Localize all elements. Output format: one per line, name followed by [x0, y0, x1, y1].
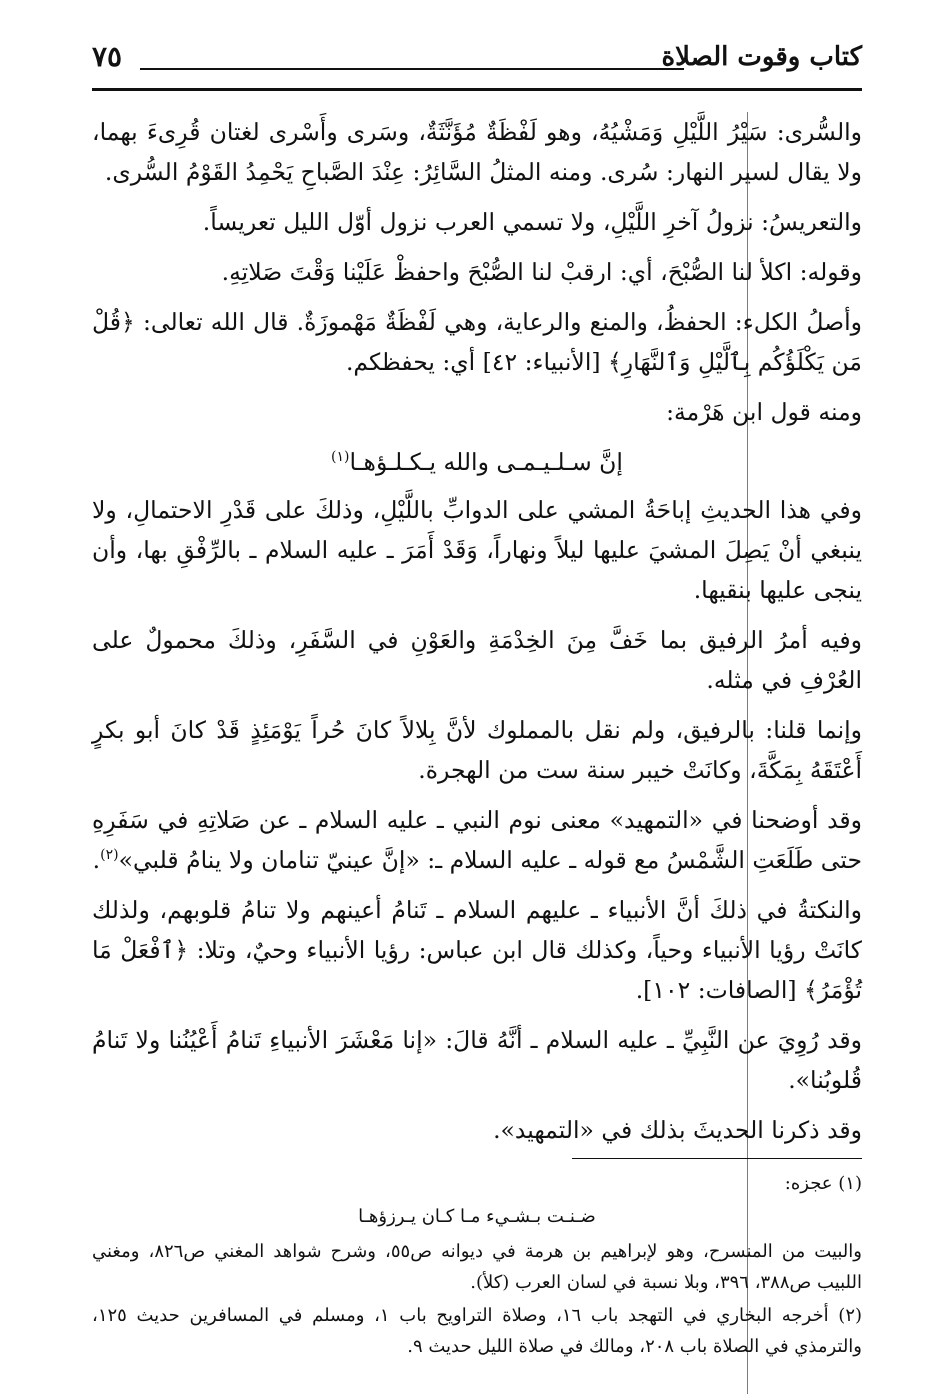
paragraph-dhakarna: وقد ذكرنا الحديثَ بذلك في «التمهيد». — [493, 1116, 862, 1144]
footnote-1-verse: ضـنـت بـشـيء مـا كـان يـرزؤهـا — [358, 1206, 596, 1227]
paragraph-kala: وأصلُ الكلء: الحفظُ، والمنع والرعاية، وهي لَفْظَةٌ مَهْموزَةٌ. قال الله تعالى: ﴿قُلْ مَن يَكْلَؤُكُم بِٱلَّيْلِ وَٱلنَّهَارِ﴾ [الأنبياء: ٤٢] أي: يحفظكم. — [92, 308, 862, 376]
running-title: كتاب وقوت الصلاة — [661, 42, 862, 72]
paragraph-hadith: وفي هذا الحديثِ إباحَةُ المشي على الدوابِّ باللَّيْلِ، وذلكَ على قَدْرِ الاحتمالِ، ولا ينبغي أنْ يَصِلَ المشيَ عليها ليلاً ونهاراً، وَقَدْ أَمَرَ ـ عليه السلام ـ بالرِّفْقِ بها، وأن ينجى عليها بنقيها. — [92, 496, 862, 604]
paragraph-iklaa: وقوله: اكلأ لنا الصُّبْحَ، أي: ارقبْ لنا الصُّبْحَ واحفظْ عَلَيْنا وَقْتَ صَلاتِهِ. — [221, 258, 862, 286]
paragraph-sura: والسُّرى: سَيْرُ اللَّيْلِ وَمَشْيُهُ، وهو لَفْظَةٌ مُؤَنَّثَةٌ، وسَرى وأَسْرى لغتان قُرِىءَ بهما، ولا يقال لسير النهار: سُرى. ومنه المثلُ السَّائِرُ: عِنْدَ الصَّباحِ يَحْمِدُ القَوْمُ السُّرى. — [92, 118, 862, 186]
paragraph-tamheed-end: . — [92, 846, 101, 874]
paragraph-bilal: وإنما قلنا: بالرفيق، ولم نقل بالمملوك لأنَّ بِلالاً كانَ حُراً يَوْمَئِذٍ قَدْ كانَ أبو بكرٍ أَعْتَقَهُ بِمَكَّةَ، وكانَتْ خيبر سنة ست من الهجرة. — [92, 716, 862, 784]
footnote-ref-1: (١) — [331, 449, 350, 466]
paragraph-ibn-harma: ومنه قول ابن هَرْمة: — [666, 398, 862, 426]
page-header — [92, 38, 862, 90]
footnote-2-text: (٢) أخرجه البخاري في التهجد باب ١٦، وصلاة التراويح باب ١، ومسلم في المسافرين حديث ١٢٥، والترمذي في الصلاة باب ٢٠٨، ومالك في صلاة الليل حديث ٩. — [92, 1305, 863, 1357]
footnotes — [92, 1168, 862, 1364]
paragraph-nukta: والنكتةُ في ذلكَ أنَّ الأنبياء ـ عليهم السلام ـ تَنامُ أعينهم ولا تنامُ قلوبهم، ولذلك كانَتْ رؤيا الأنبياء وحياً، وكذلك قال ابن عباس: رؤيا الأنبياء وحيٌ، وتلا: ﴿ٱفْعَلْ مَا تُؤْمَرُ﴾ [الصافات: ١٠٢]. — [92, 896, 862, 1004]
paragraph-tarees: والتعريسُ: نزولُ آخرِ اللَّيْلِ، ولا تسمي العرب نزول أوّل الليل تعريساً. — [202, 208, 862, 236]
footnote-1-label: (١) عجزه: — [784, 1173, 862, 1194]
paragraph-tamheed — [92, 800, 862, 880]
header-rule-thin — [140, 68, 684, 70]
page-number: ٧٥ — [92, 40, 123, 73]
verse-line — [92, 442, 862, 482]
footnote-1-text: والبيت من المنسرح، وهو لإبراهيم بن هرمة في ديوانه ص٥٥، وشرح شواهد المغني ص٨٢٦، ومغني اللبيب ص٣٨٨، ٣٩٦، وبلا نسبة في لسان العرب (كلأ). — [92, 1241, 862, 1293]
header-rule-thick — [92, 88, 862, 91]
paragraph-tamheed-text: وقد أوضحنا في «التمهيد» معنى نوم النبي ـ عليه السلام ـ عن صَلاتِهِ في سَفَرِهِ حتى طَلَعَتِ الشَّمْسُ مع قوله ـ عليه السلام ـ: «إنَّ عينيّ تنامان ولا ينامُ قلبي» — [92, 806, 862, 874]
verse-text: إنَّ سـلـيـمـى والله يـكـلـؤهـا — [349, 448, 623, 476]
footnote-ref-2: (٢) — [100, 847, 119, 864]
footnote-separator — [572, 1158, 862, 1159]
paragraph-rafiq: وفيه أمرُ الرفيق بما خَفَّ مِنَ الخِدْمَةِ والعَوْنِ في السَّفَرِ، وذلكَ محمولٌ على العُرْفِ في مثله. — [92, 626, 862, 694]
paragraph-ruwiya: وقد رُوِيَ عن النَّبِيِّ ـ عليه السلام ـ أنَّهُ قالَ: «إنا مَعْشَرَ الأنبياءِ تَنامُ أَعْيُنُنا ولا تَنامُ قُلوبُنا». — [92, 1026, 862, 1094]
main-text — [92, 112, 862, 1160]
